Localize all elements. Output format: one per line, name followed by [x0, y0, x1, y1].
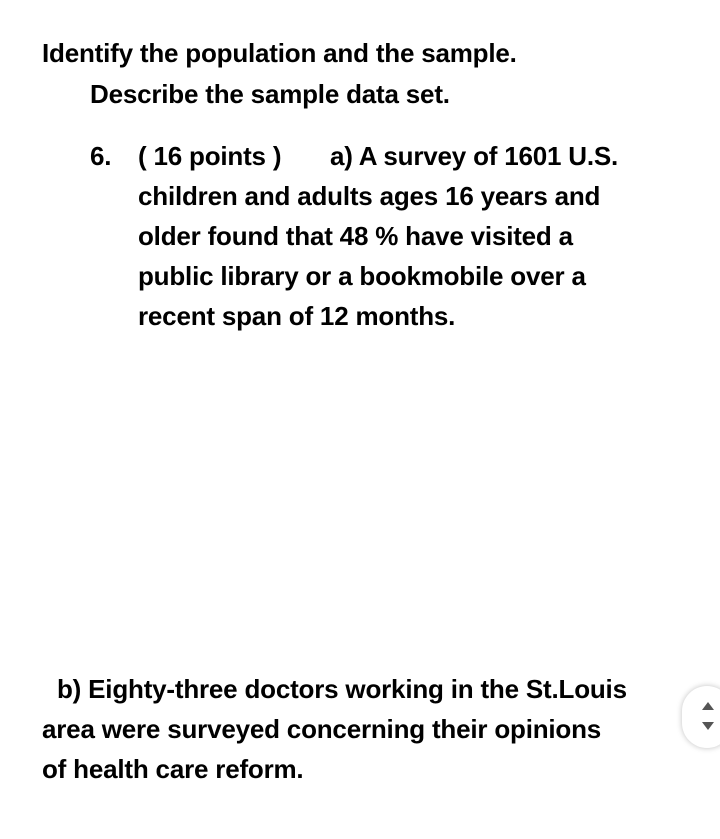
- part-a-line-4: public library or a bookmobile over a: [138, 261, 586, 291]
- question-number: 6.: [90, 141, 112, 171]
- part-a-line-1: a) A survey of 1601 U.S.: [330, 141, 619, 171]
- part-a-line-5: recent span of 12 months.: [138, 301, 456, 331]
- part-a-line-2: children and adults ages 16 years and: [138, 181, 601, 211]
- instruction-line-1: Identify the population and the sample.: [42, 38, 517, 68]
- part-b-line-3: of health care reform.: [42, 754, 304, 784]
- question-points: ( 16 points ): [138, 141, 282, 171]
- part-b-line-2: area were surveyed concerning their opinions: [42, 714, 602, 744]
- scroll-control[interactable]: [682, 686, 720, 748]
- part-a-line-3: older found that 48 % have visited a: [138, 221, 573, 251]
- triangle-down-icon[interactable]: [702, 722, 714, 730]
- instruction-line-2: Describe the sample data set.: [90, 79, 450, 109]
- part-b-line-1: b) Eighty-three doctors working in the St.Louis: [57, 674, 627, 704]
- triangle-up-icon[interactable]: [702, 702, 714, 710]
